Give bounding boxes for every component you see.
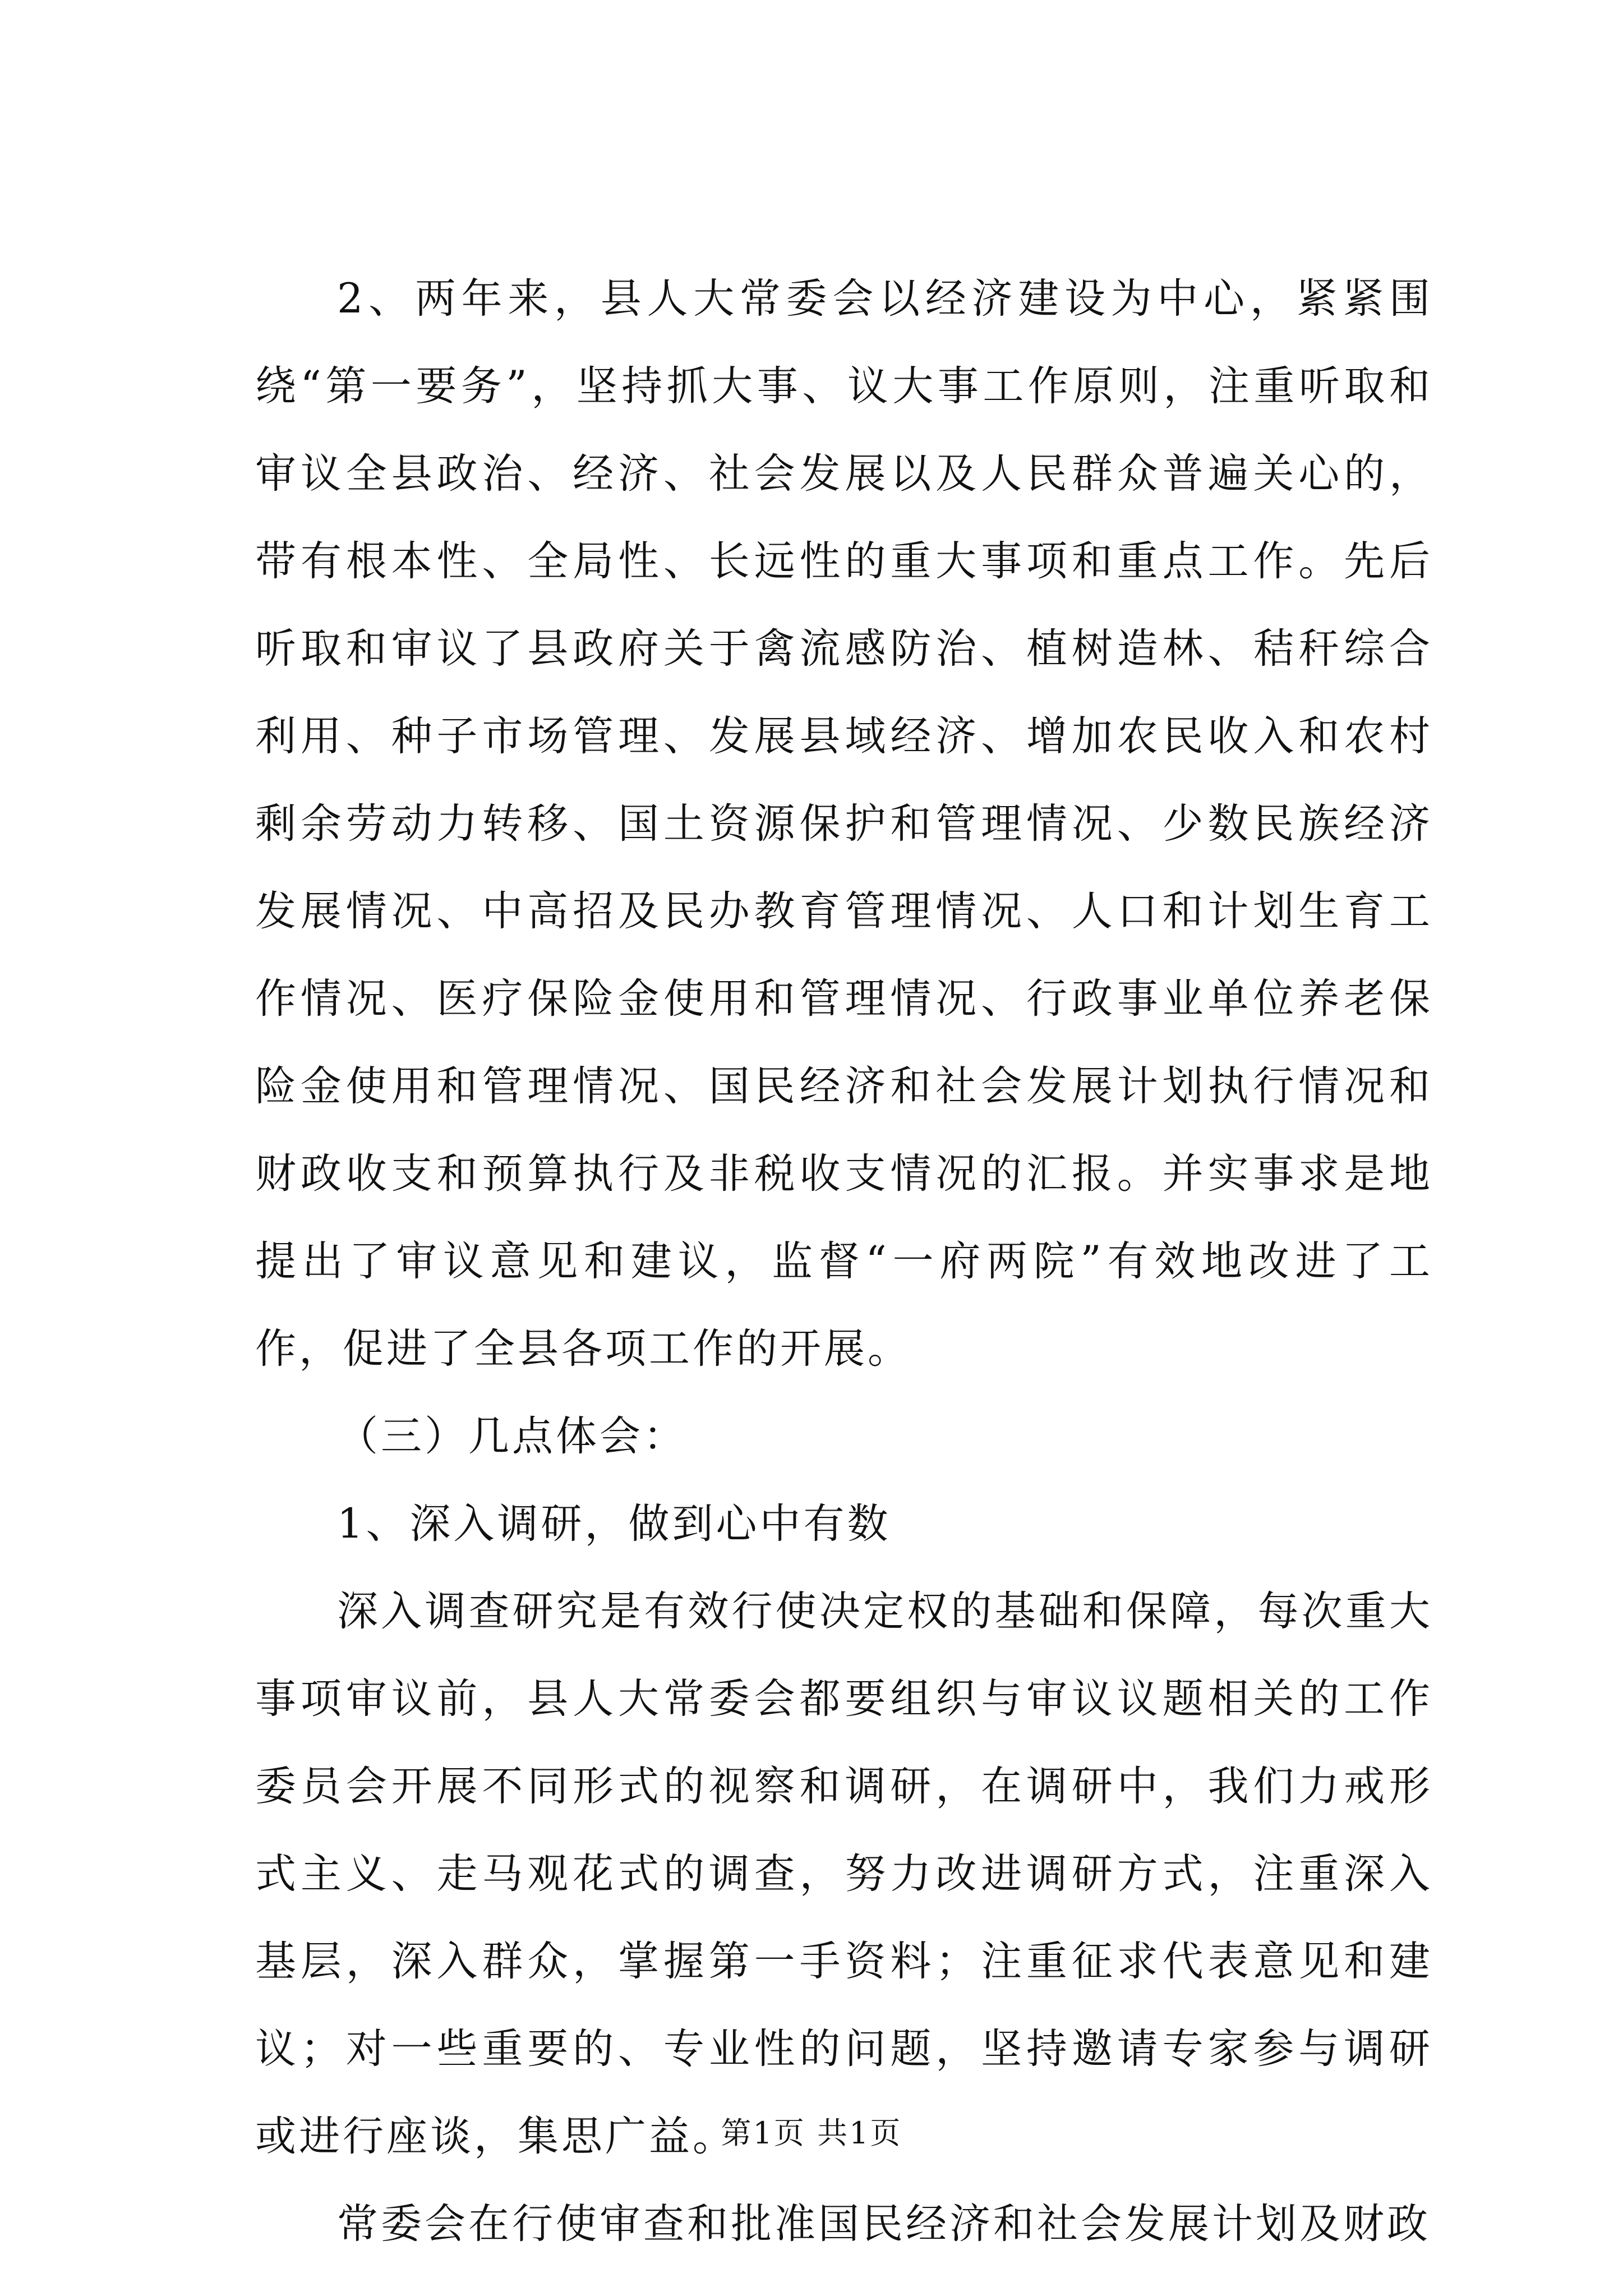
- page-footer: 第1页 共1页: [721, 2115, 902, 2151]
- paragraph-review-plan: 常委会在行使审查和批准国民经济和社会发展计划及财政: [337, 2200, 1431, 2248]
- paragraph-deliberation-summary: 2、两年来，县人大常委会以经济建设为中心，紧紧围绕“第一要务”，坚持抓大事、议大事工作原则，注重听取和审议全县政治、经济、社会发展以及人民群众普遍关心的，带有根本性、全局性、长远性的重大事项和重点工作。先后听取和审议了县政府关于禽流感防治、植树造林、秸秆综合利用、种子市场管理、发展县域经济、增加农民收入和农村剩余劳动力转移、国土资源保护和管理情况、少数民族经济发展情况、中高招及民办教育管理情况、人口和计划生育工作情况、医疗保险金使用和管理情况、行政事业单位养老保险金使用和管理情况、国民经济和社会发展计划执行情况和财政收支和预算执行及非税收支情况的汇报。并实事求是地提出了审议意见和建议，监督“一府两院”有效地改进了工作，促进了全县各项工作的开展。: [255, 275, 1433, 1373]
- section-heading-experiences: （三）几点体会：: [337, 1412, 687, 1460]
- paragraph-research: 深入调查研究是有效行使决定权的基础和保障，每次重大事项审议前，县人大常委会都要组织与审议议题相关的工作委员会开展不同形式的视察和调研，在调研中，我们力戒形式主义、走马观花式的调查，努力改进调研方式，注重深入基层，深入群众，掌握第一手资料；注重征求代表意见和建议；对一些重要的、专业性的问题，坚持邀请专家参与调研或进行座谈，集思广益。: [255, 1588, 1433, 2160]
- subheading-research: 1、深入调研，做到心中有数: [337, 1500, 891, 1548]
- document-body: [255, 255, 1433, 2268]
